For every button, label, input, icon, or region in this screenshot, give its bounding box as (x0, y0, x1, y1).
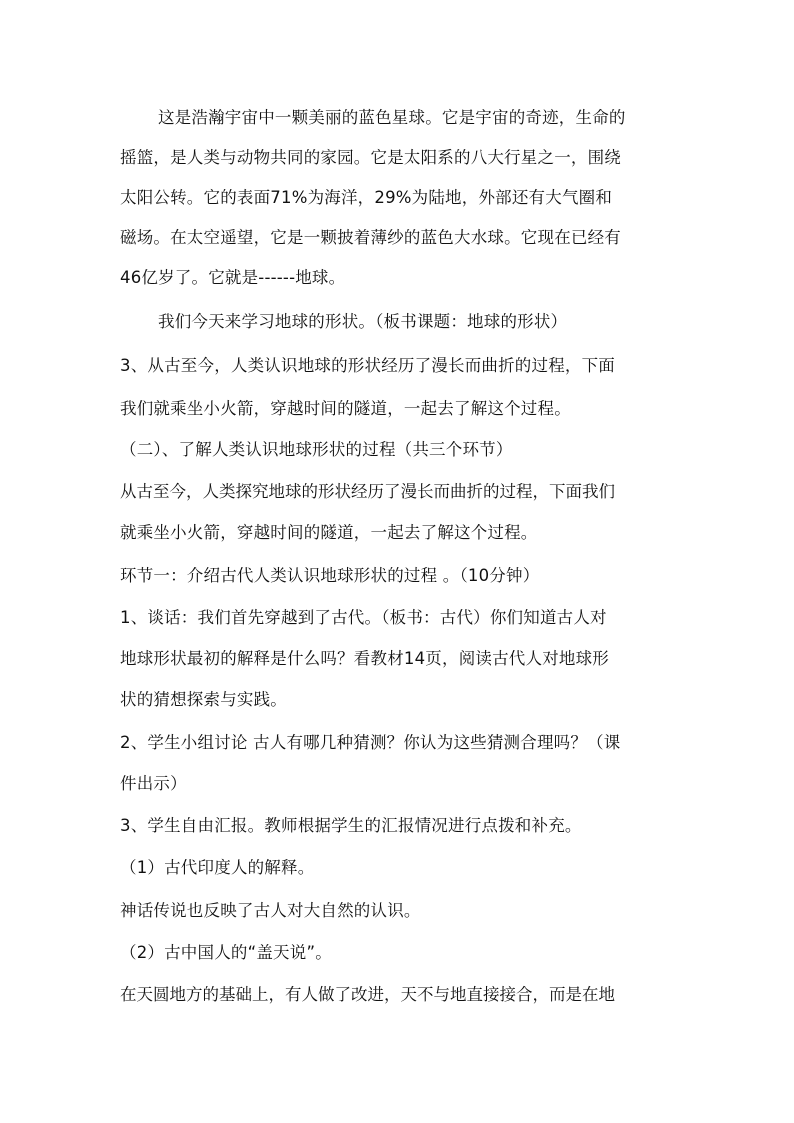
segment-heading-1: 环节一：介绍古代人类认识地球形状的过程 。（10分钟） (120, 566, 540, 585)
paragraph-line-3: 太阳公转。它的表面71%为海洋，29%为陆地，外部还有大气圈和 (120, 188, 613, 207)
paragraph-line-6: 我们今天来学习地球的形状。（板书课题：地球的形状） (158, 312, 568, 331)
paragraph-line-16: 2、学生小组讨论 古人有哪几种猜测？你认为这些猜测合理吗？（课 (120, 733, 621, 752)
paragraph-line-13: 1、谈话：我们首先穿越到了古代。（板书：古代）你们知道古人对 (120, 608, 607, 627)
paragraph-line-11: 就乘坐小火箭，穿越时间的隧道，一起去了解这个过程。 (120, 523, 538, 542)
subheading-2: （2）古中国人的“盖天说”。 (120, 943, 332, 962)
paragraph-line-8: 我们就乘坐小火箭，穿越时间的隧道，一起去了解这个过程。 (120, 399, 571, 418)
paragraph-line-4: 磁场。在太空遥望，它是一颗披着薄纱的蓝色大水球。它现在已经有 (120, 228, 621, 247)
paragraph-line-18: 3、学生自由汇报。教师根据学生的汇报情况进行点拨和补充。 (120, 816, 582, 835)
paragraph-line-22: 在天圆地方的基础上，有人做了改进，天不与地直接接合，而是在地 (120, 985, 615, 1004)
paragraph-line-2: 摇篮，是人类与动物共同的家园。它是太阳系的八大行星之一，围绕 (120, 148, 621, 167)
paragraph-line-7: 3、从古至今，人类认识地球的形状经历了漫长而曲折的过程，下面 (120, 356, 615, 375)
paragraph-line-10: 从古至今，人类探究地球的形状经历了漫长而曲折的过程，下面我们 (120, 482, 615, 501)
subheading-1: （1）古代印度人的解释。 (120, 858, 315, 877)
paragraph-line-17: 件出示） (120, 774, 187, 793)
paragraph-line-1: 这是浩瀚宇宙中一颗美丽的蓝色星球。它是宇宙的奇迹，生命的 (158, 108, 626, 127)
paragraph-line-20: 神话传说也反映了古人对大自然的认识。 (120, 901, 421, 920)
paragraph-line-15: 状的猜想探索与实践。 (120, 690, 287, 709)
paragraph-line-14: 地球形状最初的解释是什么吗？看教材14页，阅读古代人对地球形 (120, 649, 609, 668)
paragraph-line-5: 46亿岁了。它就是------地球。 (120, 268, 346, 287)
section-heading-2: （二）、了解人类认识地球形状的过程（共三个环节） (120, 440, 513, 459)
